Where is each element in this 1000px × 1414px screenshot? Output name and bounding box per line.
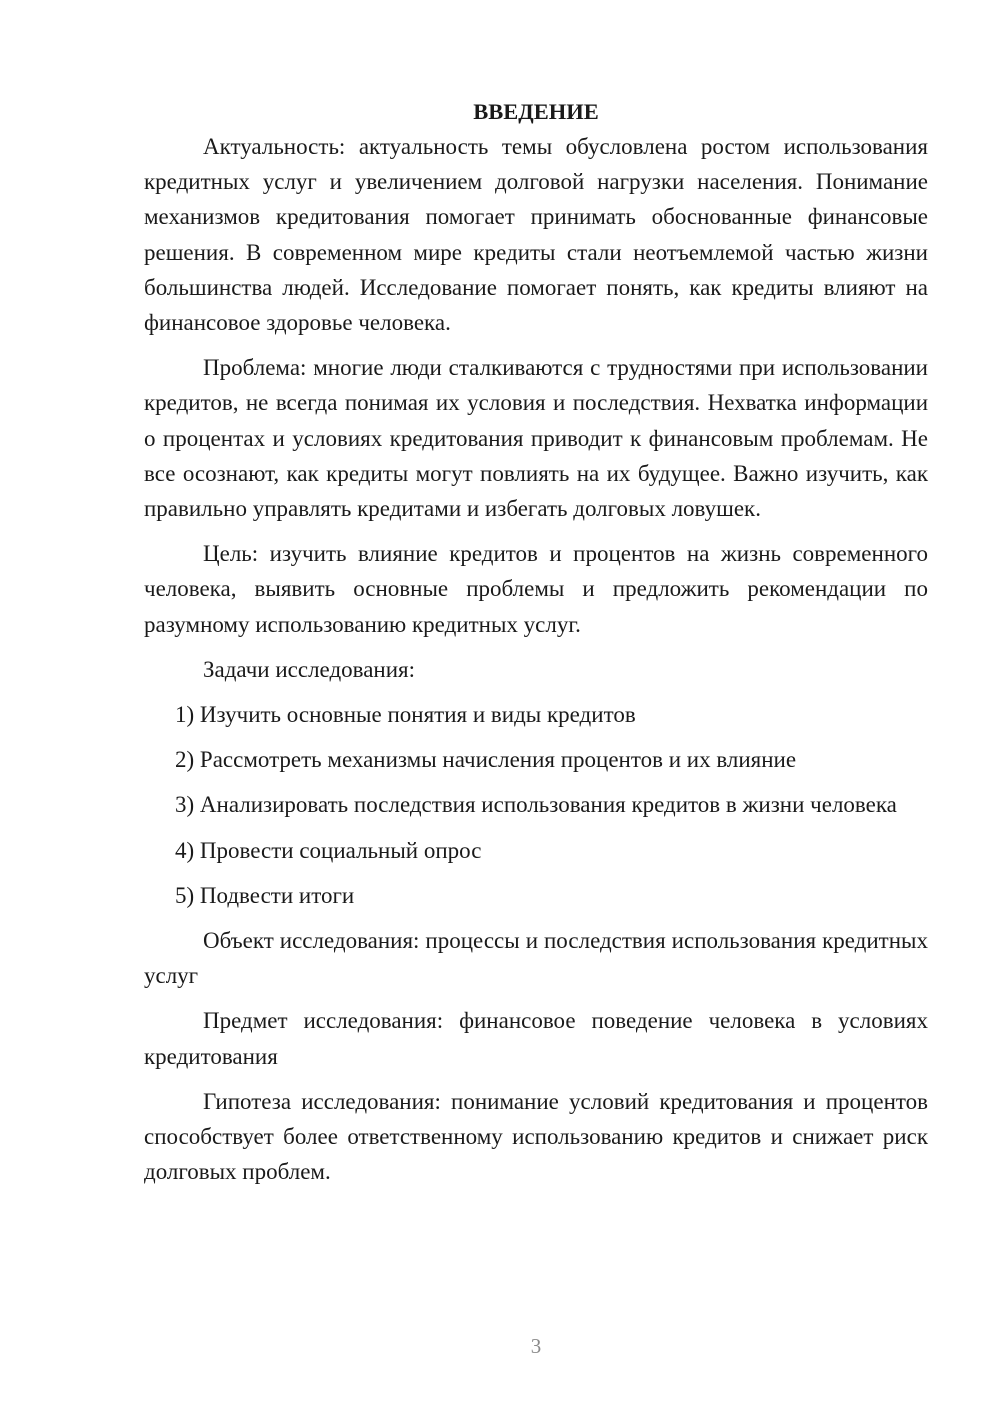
- page-content: [144, 94, 928, 1199]
- subject-paragraph: Предмет исследования: финансовое поведение человека в условиях кредитования: [144, 1008, 928, 1069]
- task-item-1: 1) Изучить основные понятия и виды кредитов: [175, 702, 636, 728]
- goal-paragraph: Цель: изучить влияние кредитов и процентов на жизнь современного человека, выявить основные проблемы и предложить рекомендации по разумному использованию кредитных услуг.: [144, 541, 928, 637]
- hypothesis-paragraph: Гипотеза исследования: понимание условий кредитования и процентов способствует более ответственному использованию кредитов и снижает риск долговых проблем.: [144, 1088, 928, 1185]
- relevance-paragraph: Актуальность: актуальность темы обусловлена ростом использования кредитных услуг и увеличением долговой нагрузки населения. Понимание механизмов кредитования помогает принимать обоснованные финансовые решения. В современном мире кредиты стали неотъемлемой частью жизни большинства людей. Исследование помогает понять, как кредиты влияют на финансовое здоровье человека.: [144, 134, 928, 336]
- section-heading: ВВЕДЕНИЕ: [473, 99, 599, 124]
- task-item-2: 2) Рассмотреть механизмы начисления процентов и их влияние: [175, 747, 797, 773]
- problem-paragraph: Проблема: многие люди сталкиваются с трудностями при использовании кредитов, не всегда понимая их условия и последствия. Нехватка информации о процентах и условиях кредитования приводит к финансовым проблемам. Не все осознают, как кредиты могут повлиять на их будущее. Важно изучить, как правильно управлять кредитами и избегать долговых ловушек.: [144, 355, 928, 522]
- task-item-5: 5) Подвести итоги: [175, 882, 355, 908]
- page-number: 3: [530, 1334, 542, 1358]
- object-paragraph: Объект исследования: процессы и последствия использования кредитных услуг: [144, 928, 928, 989]
- task-item-4: 4) Провести социальный опрос: [175, 837, 482, 863]
- tasks-title: Задачи исследования:: [203, 656, 416, 682]
- task-item-3: 3) Анализировать последствия использования кредитов в жизни человека: [175, 792, 897, 818]
